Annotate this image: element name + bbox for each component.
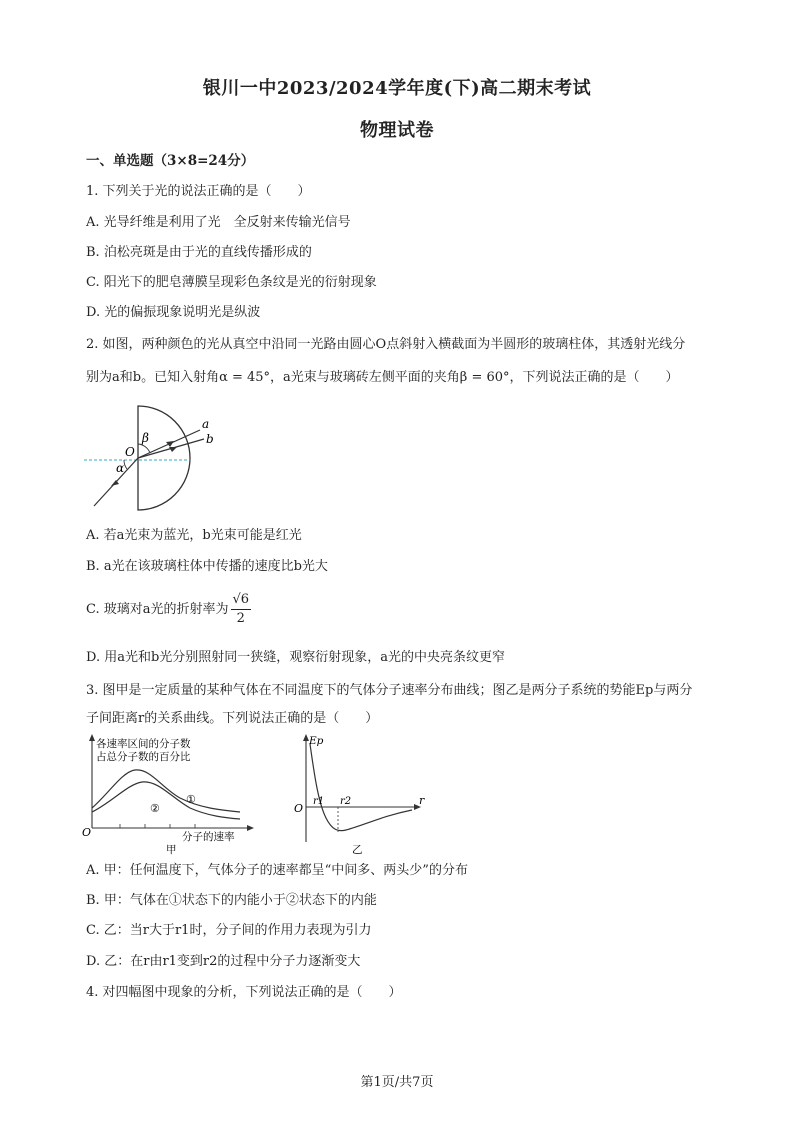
q1-stem: 1. 下列关于光的说法正确的是（ ）: [86, 184, 311, 199]
label-b: b: [206, 432, 214, 446]
q2-option-d: D. 用a光和b光分别照射同一狭缝，观察衍射现象，a光的中央亮条纹更窄: [86, 650, 506, 665]
q1-option-b: B. 泊松亮斑是由于光的直线传播形成的: [86, 245, 312, 260]
refractive-index-fraction: [231, 591, 252, 628]
q2-option-a: A. 若a光束为蓝光，b光束可能是红光: [86, 528, 302, 543]
ep-ylabel: Ep: [309, 735, 324, 747]
ep-r1: r1: [313, 796, 325, 807]
q2-stem-line2: 别为a和b。已知入射角α = 45°，a光束与玻璃砖左侧平面的夹角β = 60°，下列说法正确的是（ ）: [86, 370, 679, 385]
speed-origin: O: [82, 826, 92, 839]
q4-stem: 4. 对四幅图中现象的分析，下列说法正确的是（ ）: [86, 985, 402, 1000]
q1-option-a: A. 光导纤维是利用了光 全反射来传输光信号: [86, 215, 351, 230]
q2-option-c-text: C. 玻璃对a光的折射率为: [86, 602, 229, 617]
label-a: a: [202, 417, 210, 431]
q2-option-c: [86, 591, 726, 628]
fraction-numerator: √6: [231, 591, 252, 610]
ep-origin: O: [294, 802, 304, 815]
q3-stem-line2: 子间距离r的关系曲线。下列说法正确的是（ ）: [86, 711, 379, 726]
speed-xlabel: 分子的速率: [182, 831, 235, 843]
fraction-denominator: 2: [236, 611, 245, 626]
exam-title: 银川一中2023/2024学年度(下)高二期末考试: [202, 78, 592, 99]
q3-option-d: D. 乙：在r由r1变到r2的过程中分子力逐渐变大: [86, 954, 361, 969]
label-beta: β: [142, 431, 149, 445]
exam-subtitle: 物理试卷: [360, 120, 434, 141]
q3-option-a: A. 甲：任何温度下，气体分子的速率都呈“中间多、两头少”的分布: [86, 863, 468, 878]
q3-figure-speed-distribution: [80, 732, 260, 857]
q2-figure-semicircle: [80, 398, 230, 516]
section-heading: 一、单选题（3×8=24分）: [86, 153, 255, 169]
q3-option-b: B. 甲：气体在①状态下的内能小于②状态下的内能: [86, 893, 377, 908]
curve-1-label: ①: [186, 793, 196, 806]
ep-xlabel: r: [419, 794, 425, 807]
caption-jia: 甲: [166, 844, 177, 856]
label-alpha: α: [116, 461, 125, 475]
ep-r2: r2: [340, 796, 352, 807]
ep-curve: [310, 744, 412, 831]
label-O: O: [125, 445, 135, 459]
glass-semicircle: [138, 406, 190, 510]
q1-option-c: C. 阳光下的肥皂薄膜呈现彩色条纹是光的衍射现象: [86, 275, 377, 290]
curve-2-label: ②: [150, 802, 160, 815]
q3-option-c: C. 乙：当r大于r1时，分子间的作用力表现为引力: [86, 923, 372, 938]
q3-figure-potential-energy: [282, 732, 432, 857]
q2-option-b: B. a光在该玻璃柱体中传播的速度比b光大: [86, 559, 328, 574]
page-footer: 第1页/共7页: [360, 1075, 434, 1090]
q1-option-d: D. 光的偏振现象说明光是纵波: [86, 305, 261, 320]
caption-yi: 乙: [352, 844, 363, 856]
q2-stem-line1: 2. 如图，两种颜色的光从真空中沿同一光路由圆心O点斜射入横截面为半圆形的玻璃柱体，其透射光线分: [86, 337, 686, 352]
speed-ylabel-2: 占总分子数的百分比: [96, 751, 191, 763]
q3-stem-line1: 3. 图甲是一定质量的某种气体在不同温度下的气体分子速率分布曲线；图乙是两分子系统的势能Ep与两分: [86, 683, 693, 698]
speed-ylabel-1: 各速率区间的分子数: [96, 738, 191, 750]
